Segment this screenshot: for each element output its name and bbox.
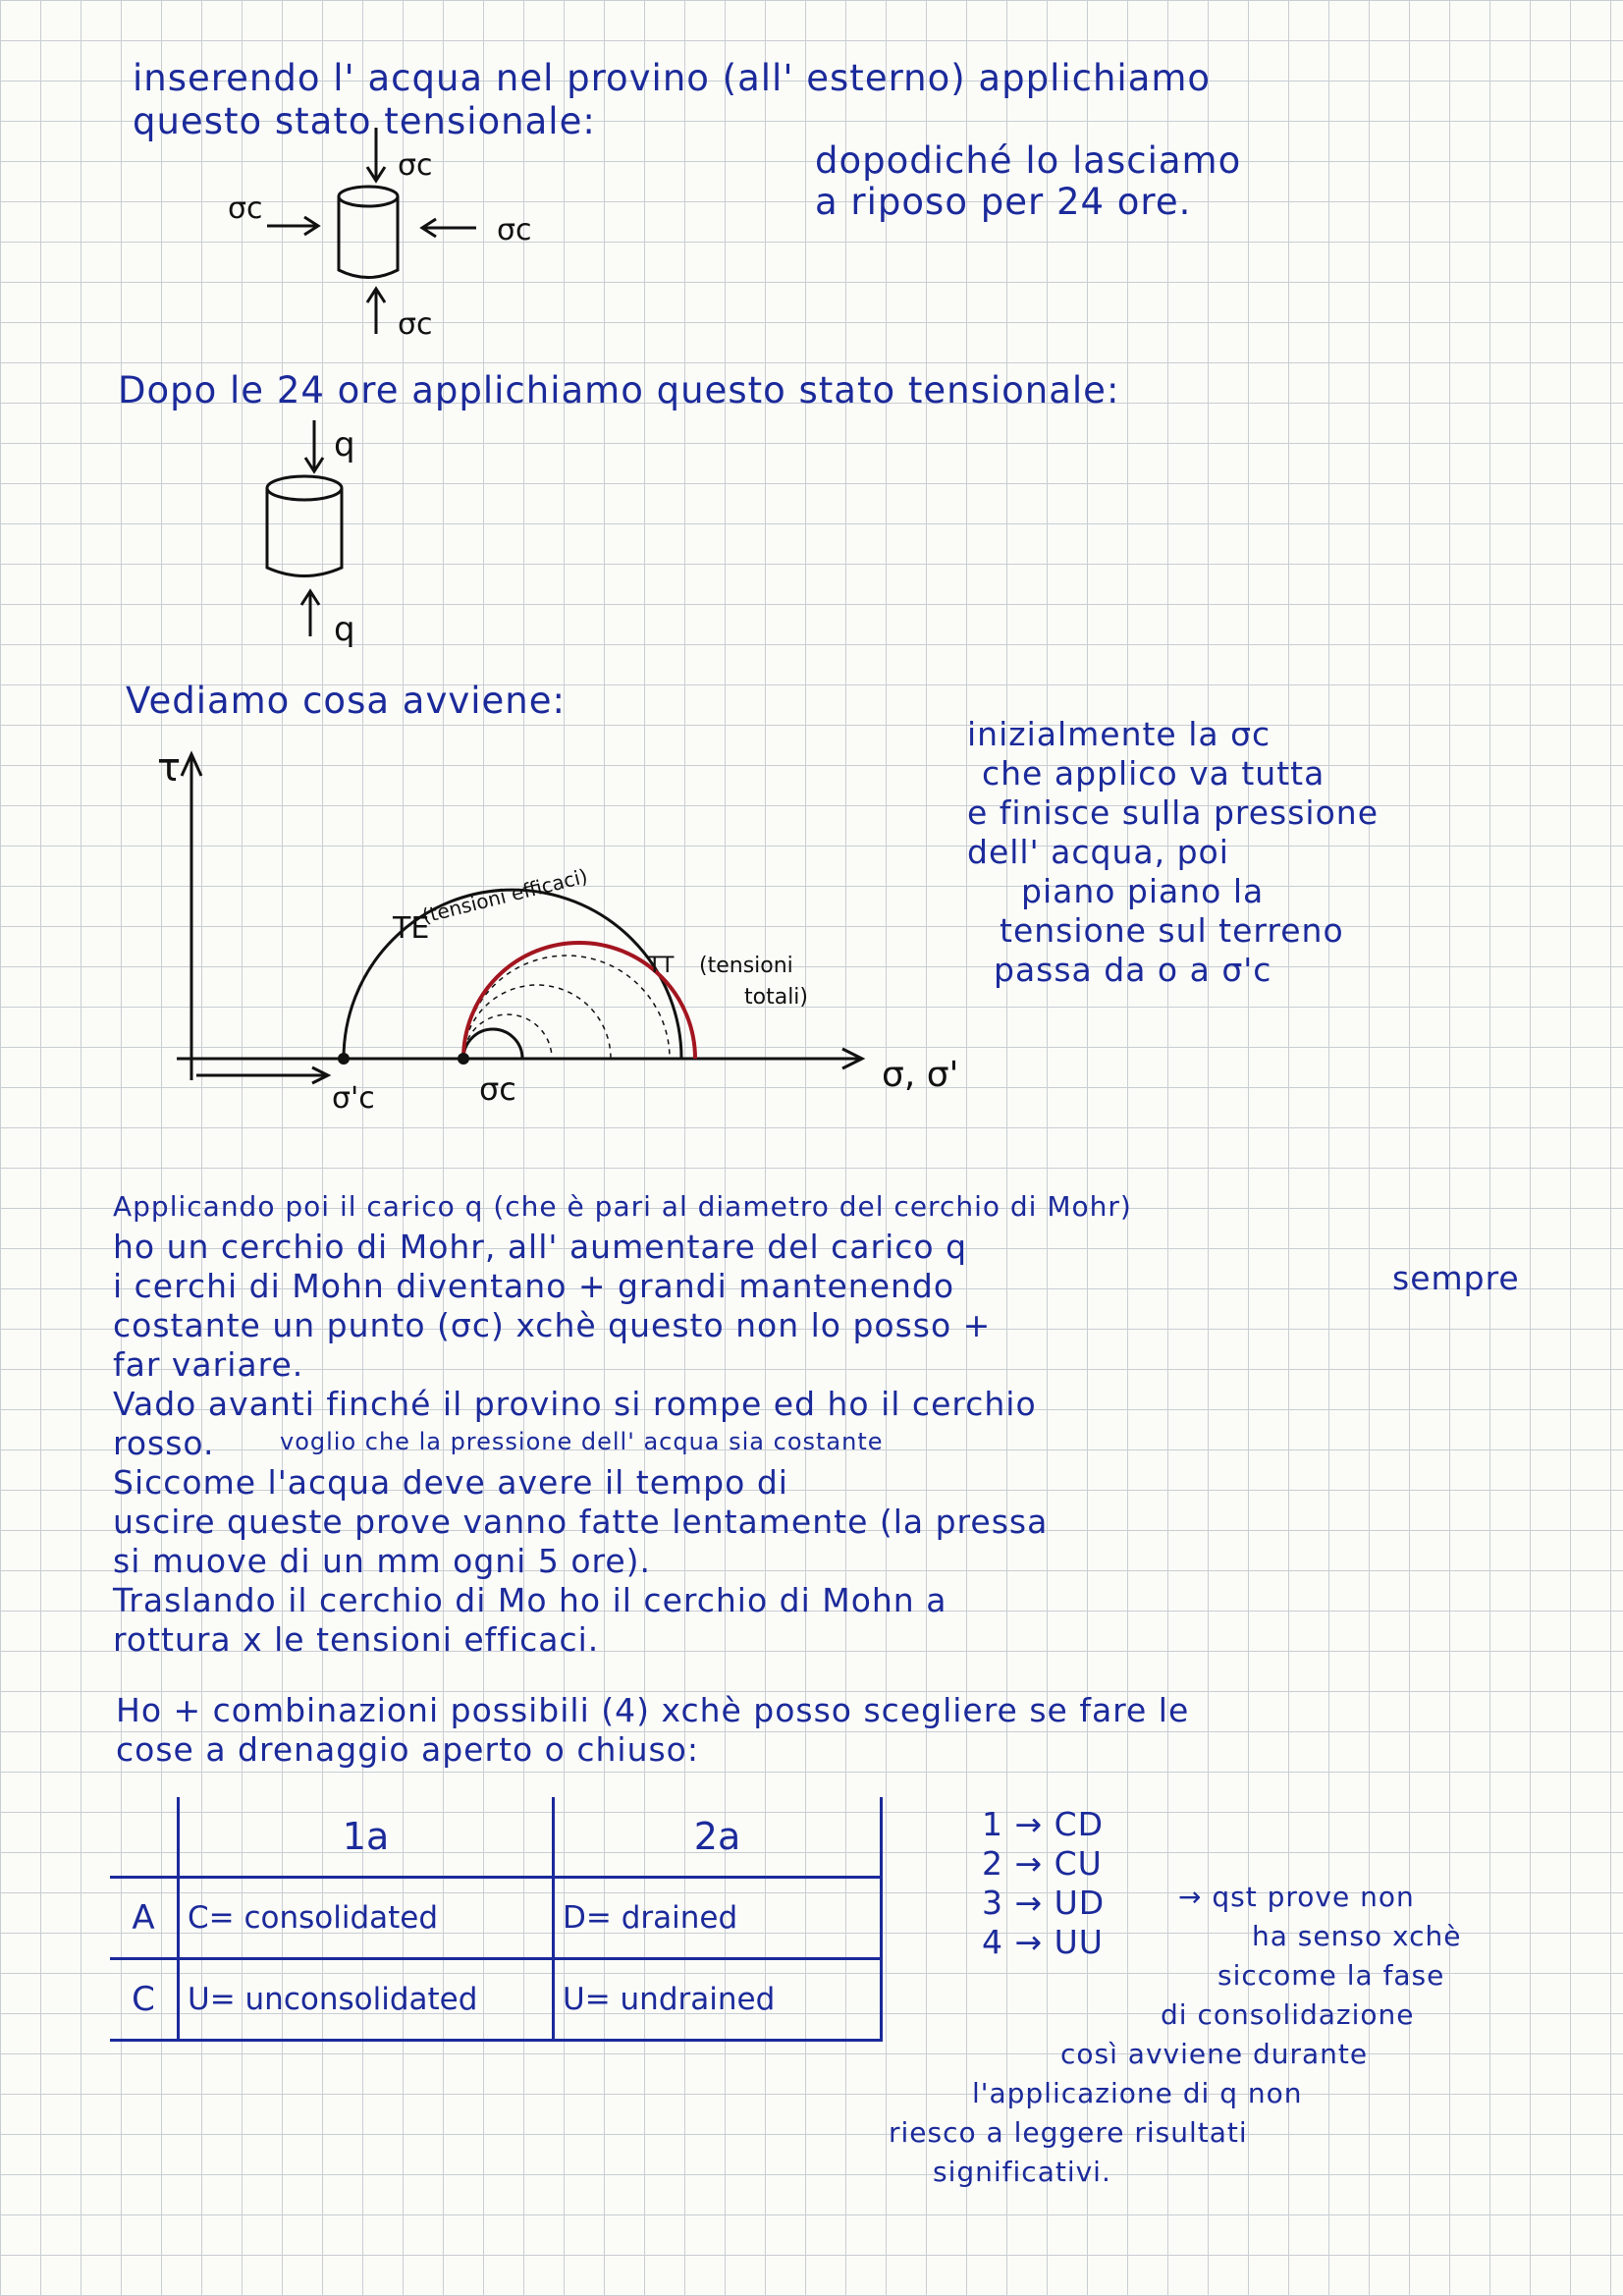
side-note-line-5: piano piano la [1021,872,1265,910]
body-line-9: uscire queste prove vanno fatte lentamente (la pressa [113,1503,1049,1541]
list-item: 4 → UU [982,1923,1104,1961]
mohr-sigma-c-prime-label: σ'c [332,1081,375,1116]
body-line-8: Siccome l'acqua deve avere il tempo di [113,1463,788,1502]
diagram1-left-label: σc [228,191,263,226]
mohr-te-label: TE [393,911,430,946]
section2-line: Dopo le 24 ore applichiamo questo stato tensionale: [118,369,1120,411]
mohr-small-circle [463,1029,522,1059]
intro-side-2: a riposo per 24 ore. [815,181,1192,223]
list-item: 3 → UD [982,1884,1106,1922]
body-sempre: sempre [1392,1259,1520,1297]
list-note-line: ha senso xchè [1252,1920,1462,1952]
side-note-line-6: tensione sul terreno [1000,911,1344,950]
diagram2-bottom-label: q [334,610,355,649]
body-line-4: costante un punto (σc) xchè questo non lo posso + [113,1306,992,1344]
list-item: 2 → CU [982,1844,1103,1883]
intro-line-1: inserendo l' acqua nel provino (all' esterno) applichiamo [133,57,1212,99]
combos-line-2: cose a drenaggio aperto o chiuso: [116,1730,699,1769]
body-line-11: Traslando il cerchio di Mo ho il cerchio di Mohn a [113,1581,947,1619]
table-row [110,1959,882,2041]
list-item: 1 → CD [982,1805,1105,1843]
table-row-key: A [110,1878,179,1959]
combos-line-1: Ho + combinazioni possibili (4) xchè posso scegliere se fare le [116,1691,1190,1729]
diagram1-right-label: σc [497,213,532,247]
diagram2-top-label: q [334,425,355,465]
section3-line: Vediamo cosa avviene: [126,680,566,722]
mohr-y-axis-label: τ [157,745,182,791]
body-line-5: far variare. [113,1345,304,1384]
mohr-sigma-c-label: σc [479,1070,516,1108]
table-cell: U= unconsolidated [179,1959,554,2041]
mohr-tt-note-1: (tensioni [699,954,793,978]
table-cell: U= undrained [554,1959,882,2041]
mohr-x-axis-label: σ, σ' [882,1055,959,1095]
side-note-line-4: dell' acqua, poi [967,833,1229,871]
diagram1-top-label: σc [398,148,433,183]
table-corner [110,1797,179,1878]
list-ud-note: → qst prove non [1178,1881,1415,1913]
list-note-line: l'applicazione di q non [972,2077,1303,2109]
side-note-line-7: passa da o a σ'c [994,951,1272,989]
mohr-tt-label: TT [648,954,675,978]
table-row [110,1878,882,1959]
intro-side-1: dopodiché lo lasciamo [815,139,1242,182]
mohr-te-note: (tensioni efficaci) [419,863,590,928]
list-note-line: riesco a leggere risultati [889,2116,1248,2149]
table-col-1-header: 1a [179,1797,554,1878]
mohr-growing-circles [463,956,670,1059]
list-note-line: significativi. [933,2156,1111,2188]
mohr-point-sigma-c-prime [338,1053,350,1065]
table-row-key: C [110,1959,179,2041]
table-col-2-header: 2a [554,1797,882,1878]
body-line-2: ho un cerchio di Mohr, all' aumentare del carico q [113,1228,968,1266]
side-note-line-1: inizialmente la σc [967,715,1271,753]
body-insert-note: voglio che la pressione dell' acqua sia costante [280,1428,884,1455]
body-line-12: rottura x le tensioni efficaci. [113,1620,600,1659]
side-note-line-3: e finisce sulla pressione [967,793,1380,832]
list-note-line: siccome la fase [1217,1959,1445,1992]
table-header-row [110,1797,882,1878]
list-note-line: di consolidazione [1161,1998,1415,2031]
list-note-line: così avviene durante [1060,2038,1369,2070]
body-line-7: rosso. [113,1424,215,1462]
body-line-6: Vado avanti finché il provino si rompe ed ho il cerchio [113,1385,1037,1423]
diagram1-bottom-label: σc [398,307,433,342]
intro-line-2: questo stato tensionale: [133,100,596,142]
mohr-point-sigma-c [458,1053,469,1065]
body-line-10: si muove di un mm ogni 5 ore). [113,1542,652,1580]
table-cell: C= consolidated [179,1878,554,1959]
table-cell: D= drained [554,1878,882,1959]
side-note-line-2: che applico va tutta [982,754,1325,793]
combination-table [110,1797,883,2042]
mohr-tt-note-2: totali) [744,985,809,1010]
body-line-3: i cerchi di Mohn diventano + grandi mantenendo [113,1267,955,1305]
body-line-1: Applicando poi il carico q (che è pari al diametro del cerchio di Mohr) [113,1190,1132,1223]
